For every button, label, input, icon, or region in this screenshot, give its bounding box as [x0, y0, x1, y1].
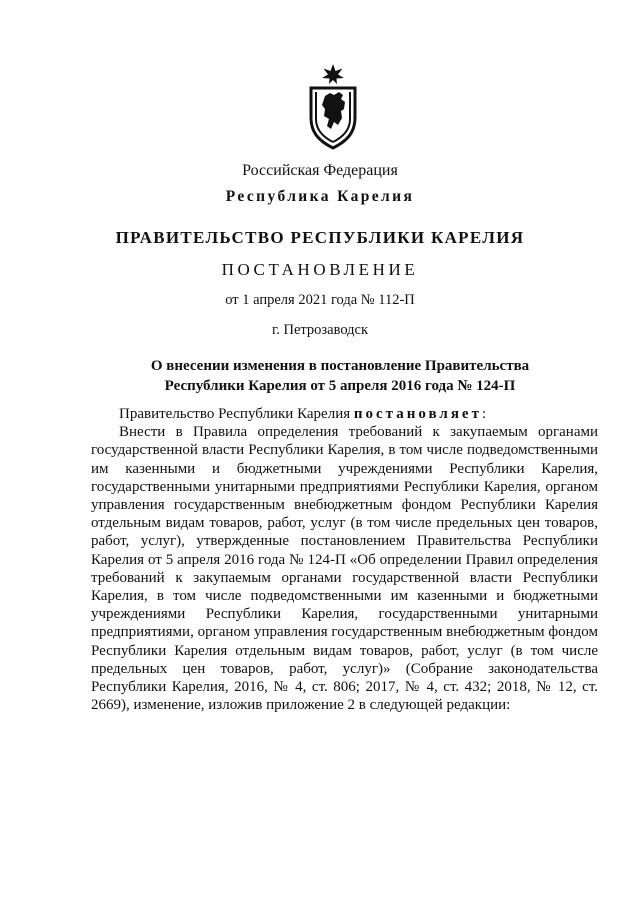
- karelia-coat-of-arms-icon: [303, 62, 363, 150]
- document-city: г. Петрозаводск: [271, 322, 369, 338]
- document-date-number: от 1 апреля 2021 года № 112-П: [225, 292, 415, 308]
- government-name: ПРАВИТЕЛЬСТВО РЕСПУБЛИКИ КАРЕЛИЯ: [115, 228, 525, 247]
- intro-sentence: [91, 405, 598, 423]
- document-title-line: О внесении изменения в постановление Правительства: [150, 358, 530, 374]
- republic-name: Республика Карелия: [225, 188, 415, 205]
- body-paragraph: Внести в Правила определения требований к закупаемым органами государственной власти Республики Карелия, в том числе подведомственными им казенными и бюджетными учреждениями Республики Карелия, государственными унитарными предприятиями Республики Карелия, органом управления государственным внебюджетным фондом Республики Карелия отдельным видам товаров, работ, услуг (в том числе предельных цен товаров, работ, услуг), утвержденные постановлением Правительства Республики Карелия от 5 апреля 2016 года № 124-П «Об определении Правил определения требований к закупаемым органами государственной власти Республики Карелия, в том числе подведомственными им казенными и бюджетными учреждениями Республики Карелия, государственными унитарными предприятиями, органом управления государственным внебюджетным фондом Республики Карелия отдельным видам товаров, работ, услуг (в том числе предельных цен товаров, работ, услуг)» (Собрание законодательства Республики Карелия, 2016, № 4, ст. 806; 2017, № 4, ст. 432; 2018, № 12, ст. 2669), изменение, изложив приложение 2 в следующей редакции:: [91, 424, 598, 714]
- country-name: Российская Федерация: [242, 162, 398, 179]
- document-type: ПОСТАНОВЛЕНИЕ: [221, 260, 419, 279]
- intro-prefix: Правительство Республики Карелия: [119, 406, 351, 422]
- intro-keyword: постановляет: [353, 406, 482, 422]
- document-title-line: Республики Карелия от 5 апреля 2016 года № 124-П: [164, 378, 516, 394]
- intro-suffix: :: [481, 406, 487, 422]
- document-body: [91, 405, 598, 714]
- document-title: [120, 356, 560, 396]
